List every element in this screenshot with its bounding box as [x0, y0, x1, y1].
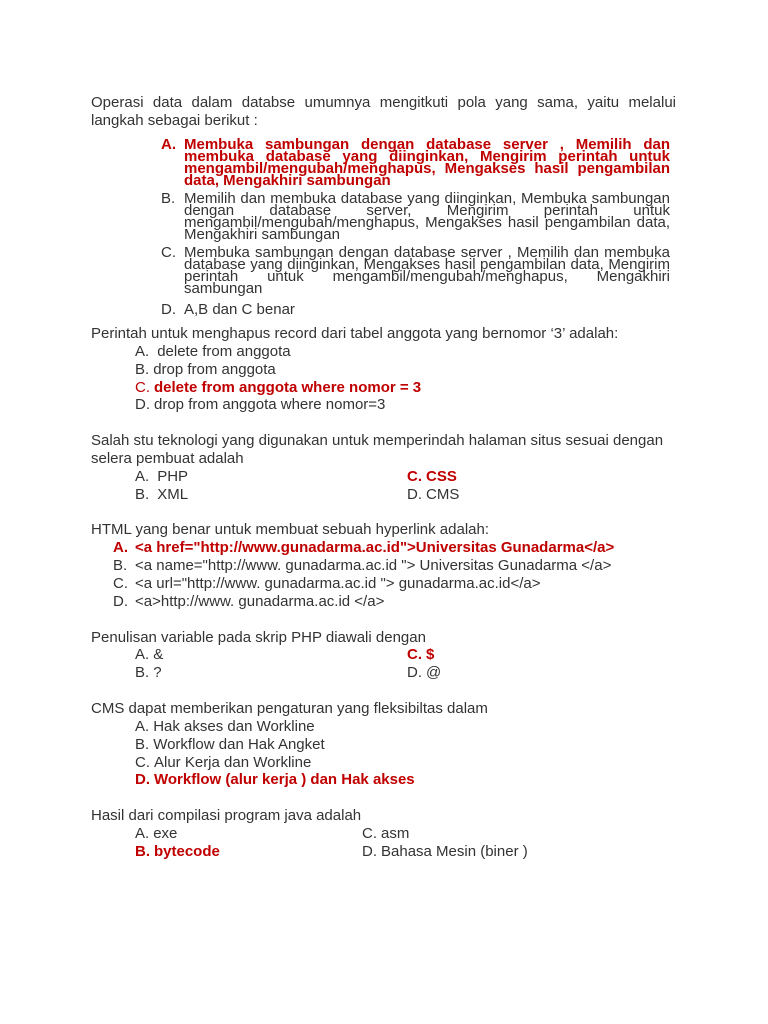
option-text: delete from anggota where nomor = 3 — [154, 378, 422, 396]
option-text: Memilih dan membuka database yang diinginkan, Membuka sambungan dengan database server, Mengirim perintah untuk mengambil/mengubah/menghapus, Mengakses hasil pengambilan data, Mengakhiri sambungan — [184, 190, 670, 243]
option-letter: D. — [113, 592, 128, 610]
option-text: <a name="http://www. gunadarma.ac.id "> Universitas Gunadarma </a> — [135, 557, 612, 575]
option-b — [135, 486, 188, 504]
option-text: $ — [426, 646, 435, 664]
option-text: Membuka sambungan dengan database server , Memilih dan membuka database yang diinginkan, Mengakses hasil pengambilan data, Mengirim perintah untuk mengambil/mengubah/menghapus, Mengakhiri sambungan — [184, 244, 670, 297]
option-letter: D. — [135, 396, 150, 414]
option-letter: A. — [161, 136, 176, 153]
option-b — [91, 361, 677, 379]
option-letter: B. — [161, 190, 176, 207]
option-letter: C. — [161, 244, 176, 261]
option-letter: A. — [135, 342, 150, 360]
option-c — [0, 244, 768, 297]
question-stem: HTML yang benar untuk membuat sebuah hyperlink adalah: — [91, 521, 490, 539]
option-d — [91, 396, 677, 414]
option-c — [407, 646, 434, 664]
question-2 — [91, 325, 677, 414]
question-stem: Salah stu teknologi yang digunakan untuk memperindah halaman situs sesuai dengan selera pembuat adalah — [91, 432, 664, 468]
option-text: asm — [381, 825, 410, 843]
option-b — [91, 557, 677, 575]
option-a — [91, 539, 677, 557]
option-text: Alur Kerja dan Workline — [154, 753, 312, 771]
option-letter: B. — [135, 485, 150, 503]
option-c — [91, 575, 677, 593]
options-row — [91, 468, 677, 486]
option-letter: A. — [135, 646, 150, 664]
option-letter: A. — [113, 539, 128, 557]
question-stem: Perintah untuk menghapus record dari tabel anggota yang bernomor ‘3’ adalah: — [91, 325, 619, 342]
option-a — [135, 825, 177, 843]
option-b — [135, 843, 220, 861]
option-letter: C. — [362, 825, 377, 843]
option-text: A,B dan C benar — [184, 301, 295, 318]
option-text: bytecode — [154, 842, 220, 860]
option-letter: D. — [407, 485, 422, 503]
options-row — [91, 646, 677, 664]
option-letter: D. — [407, 664, 422, 682]
option-d — [91, 771, 677, 789]
option-text: @ — [426, 664, 442, 682]
option-text: PHP — [157, 467, 189, 485]
option-text: drop from anggota where nomor=3 — [154, 396, 386, 414]
option-b — [91, 736, 677, 754]
question-stem: CMS dapat memberikan pengaturan yang fleksibiltas dalam — [91, 700, 488, 718]
option-a — [0, 136, 768, 189]
option-d — [407, 664, 441, 682]
option-d — [407, 486, 459, 504]
option-text: CSS — [426, 467, 457, 485]
option-letter: A. — [135, 825, 150, 843]
option-text: Hak akses dan Workline — [153, 717, 315, 735]
question-stem: Operasi data dalam databse umumnya mengitkuti pola yang sama, yaitu melalui langkah sebagai berikut : — [91, 94, 676, 129]
option-b — [135, 664, 162, 682]
option-d — [362, 843, 528, 861]
option-letter: B. — [135, 360, 150, 378]
option-letter: D. — [135, 771, 150, 789]
option-text: Membuka sambungan dengan database server , Memilih dan membuka database yang diinginkan, Mengirim perintah untuk mengambil/mengubah/menghapus, Mengakses hasil pengambilan data, Mengakhiri sambungan — [184, 136, 670, 189]
question-7 — [91, 807, 677, 861]
option-c — [362, 825, 409, 843]
option-a — [91, 718, 677, 736]
option-text: delete from anggota — [157, 342, 291, 360]
option-letter: C. — [135, 378, 150, 396]
option-letter: D. — [161, 301, 176, 318]
questions-list — [91, 325, 677, 861]
option-letter: B. — [135, 842, 150, 860]
option-letter: B. — [135, 664, 150, 682]
option-text: exe — [153, 825, 178, 843]
question-stem: Penulisan variable pada skrip PHP diawali dengan — [91, 628, 426, 646]
option-letter: C. — [135, 753, 150, 771]
option-c — [91, 379, 677, 397]
option-letter: B. — [113, 557, 128, 575]
options-row — [91, 825, 677, 843]
question-5 — [91, 629, 677, 683]
option-letter: C. — [407, 467, 422, 485]
option-text: & — [153, 646, 164, 664]
option-d — [0, 301, 768, 318]
option-text: <a>http://www. gunadarma.ac.id </a> — [135, 592, 385, 610]
option-c — [91, 754, 677, 772]
option-text: Workflow (alur kerja ) dan Hak akses — [154, 771, 415, 789]
option-letter: D. — [362, 842, 377, 860]
option-text: ? — [153, 664, 162, 682]
option-letter: C. — [113, 575, 128, 593]
option-text: CMS — [426, 485, 460, 503]
question-6 — [91, 700, 677, 789]
question-stem: Hasil dari compilasi program java adalah — [91, 807, 362, 825]
option-text: drop from anggota — [153, 360, 276, 378]
option-text: Bahasa Mesin (biner ) — [381, 842, 528, 860]
options-row — [91, 486, 677, 504]
option-letter: A. — [135, 467, 150, 485]
option-text: Workflow dan Hak Angket — [153, 735, 325, 753]
option-a — [135, 646, 163, 664]
options-row — [91, 843, 677, 861]
option-a — [91, 343, 677, 361]
option-text: <a url="http://www. gunadarma.ac.id "> gunadarma.ac.id</a> — [135, 575, 541, 593]
option-d — [91, 593, 677, 611]
option-a — [135, 468, 188, 486]
option-text: <a href="http://www.gunadarma.ac.id">Universitas Gunadarma</a> — [135, 539, 615, 557]
option-c — [407, 468, 457, 486]
question-3 — [91, 432, 677, 503]
question-4 — [91, 521, 677, 610]
option-letter: B. — [135, 735, 150, 753]
option-text: XML — [157, 485, 189, 503]
option-letter: C. — [407, 646, 422, 664]
option-b — [0, 190, 768, 243]
options-row — [91, 664, 677, 682]
option-letter: A. — [135, 717, 150, 735]
